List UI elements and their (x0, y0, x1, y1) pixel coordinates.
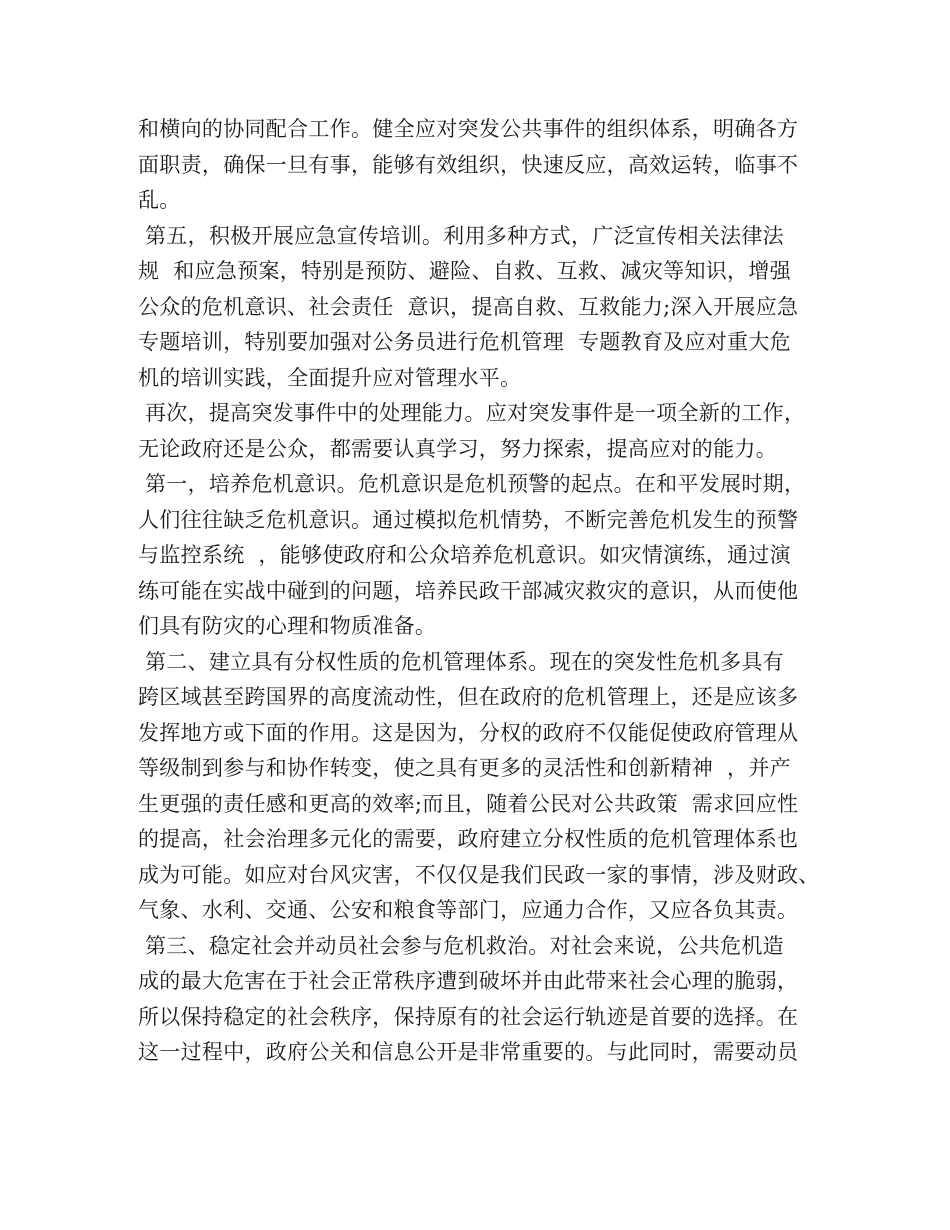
text-line: 练可能在实战中碰到的问题，培养民政干部减灾救灾的意识，从而使他 (138, 578, 799, 603)
text-line: 专题培训，特别要加强对公务员进行危机管理 专题教育及应对重大危 (138, 330, 791, 354)
text-line: 机的培训实践，全面提升应对管理水平。 (138, 365, 522, 390)
text-line: 无论政府还是公众，都需要认真学习，努力探索，提高应对的能力。 (138, 436, 777, 461)
text-line: 气象、水利、交通、公安和粮食等部门，应通力合作，又应各负其责。 (138, 898, 799, 922)
text-line: 们具有防灾的心理和物质准备。 (138, 614, 437, 638)
text-line: 跨区域甚至跨国界的高度流动性，但在政府的危机管理上，还是应该多 (138, 685, 799, 709)
text-line: 第三、稳定社会并动员社会参与危机救治。对社会来说，公共危机造 (138, 933, 784, 958)
body-text (138, 112, 828, 1071)
text-line: 这一过程中，政府公关和信息公开是非常重要的。与此同时，需要动员 (138, 1040, 799, 1064)
text-line: 第五，积极开展应急宣传培训。利用多种方式，广泛宣传相关法律法 (138, 223, 784, 248)
text-line: 成的最大危害在于社会正常秩序遭到破坏并由此带来社会心理的脆弱， (138, 969, 799, 993)
text-line: 人们往往缺乏危机意识。通过模拟危机情势，不断完善危机发生的预警 (138, 507, 799, 532)
text-line: 的提高，社会治理多元化的需要，政府建立分权性质的危机管理体系也 (138, 827, 799, 851)
text-line: 规 和应急预案，特别是预防、避险、自救、互救、减灾等知识，增强 (138, 259, 791, 283)
text-line: 成为可能。如应对台风灾害，不仅仅是我们民政一家的事情，涉及财政、 (138, 862, 820, 887)
text-line: 面职责，确保一旦有事，能够有效组织，快速反应，高效运转，临事不 (138, 152, 799, 177)
text-line: 再次，提高突发事件中的处理能力。应对突发事件是一项全新的工作， (138, 401, 806, 425)
text-line: 第二、建立具有分权性质的危机管理体系。现在的突发性危机多具有 (138, 649, 784, 674)
text-line: 与监控系统 ，能够使政府和公众培养危机意识。如灾情演练，通过演 (138, 543, 791, 567)
text-line: 所以保持稳定的社会秩序，保持原有的社会运行轨迹是首要的选择。在 (138, 1004, 799, 1029)
text-line: 和横向的协同配合工作。健全应对突发公共事件的组织体系，明确各方 (138, 117, 799, 141)
text-line: 公众的危机意识、社会责任 意识，提高自救、互救能力;深入开展应急 (138, 294, 799, 319)
text-line: 发挥地方或下面的作用。这是因为，分权的政府不仅能促使政府管理从 (138, 720, 799, 745)
text-line: 乱。 (138, 188, 181, 212)
text-line: 生更强的责任感和更高的效率;而且，随着公民对公共政策 需求回应性 (138, 791, 799, 816)
text-line: 第一，培养危机意识。危机意识是危机预警的起点。在和平发展时期， (138, 472, 806, 496)
text-line: 等级制到参与和协作转变，使之具有更多的灵活性和创新精神 ，并产 (138, 756, 791, 780)
